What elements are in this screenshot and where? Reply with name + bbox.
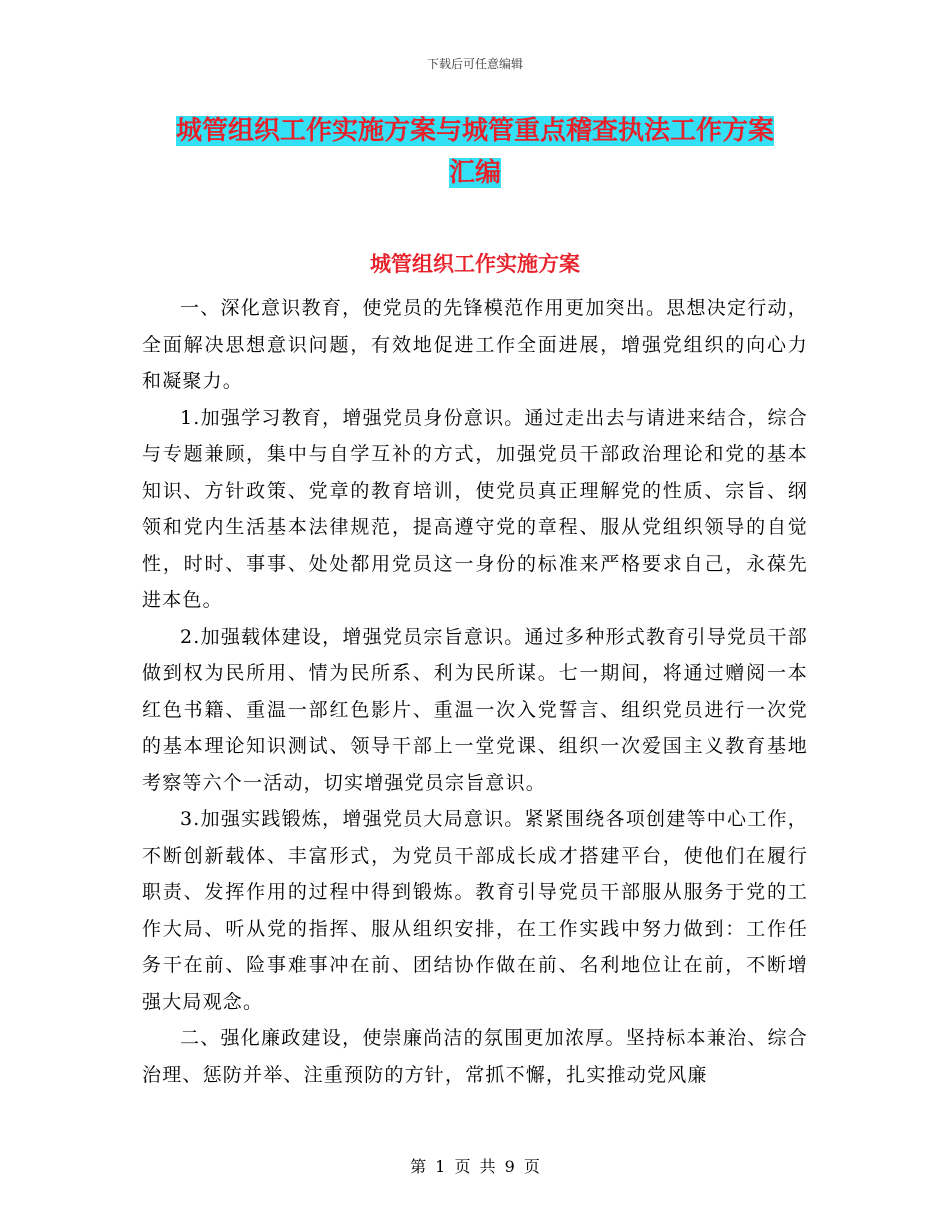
section-title: 城管组织工作实施方案: [370, 251, 580, 276]
document-body: [142, 290, 808, 1093]
main-title-line1: 城管组织工作实施方案与城管重点稽查执法工作方案: [175, 116, 774, 146]
paragraph: 二、强化廉政建设，使崇廉尚洁的氛围更加浓厚。坚持标本兼治、综合治理、惩防并举、注重预防的方针，常抓不懈，扎实推动党风廉: [142, 1027, 808, 1086]
paragraph: 1.加强学习教育，增强党员身份意识。通过走出去与请进来结合，综合与专题兼顾，集中与自学互补的方式，加强党员干部政治理论和党的基本知识、方针政策、党章的教育培训，使党员真正理解党的性质、宗旨、纲领和党内生活基本法律规范，提高遵守党的章程、服从党组织领导的自觉性，时时、事事、处处都用党员这一身份的标准来严格要求自己，永葆先进本色。: [142, 406, 808, 611]
paragraph: 一、深化意识教育，使党员的先锋模范作用更加突出。思想决定行动，全面解决思想意识问题，有效地促进工作全面进展，增强党组织的向心力和凝聚力。: [142, 297, 808, 392]
page-footer: 第 1 页 共 9 页: [410, 1157, 540, 1176]
paragraph: 3.加强实践锻炼，增强党员大局意识。紧紧围绕各项创建等中心工作，不断创新载体、丰富形式，为党员干部成长成才搭建平台，使他们在履行职责、发挥作用的过程中得到锻炼。教育引导党员干部服从服务于党的工作大局、听从党的指挥、服从组织安排，在工作实践中努力做到：工作任务干在前、险事难事冲在前、团结协作做在前、名利地位让在前，不断增强大局观念。: [142, 808, 808, 1013]
paragraph: 2.加强载体建设，增强党员宗旨意识。通过多种形式教育引导党员干部做到权为民所用、情为民所系、利为民所谋。七一期间，将通过赠阅一本红色书籍、重温一部红色影片、重温一次入党誓言、组织党员进行一次党的基本理论知识测试、领导干部上一堂党课、组织一次爱国主义教育基地考察等六个一活动，切实增强党员宗旨意识。: [142, 625, 808, 794]
main-title: [140, 110, 810, 194]
header-note: 下载后可任意编辑: [426, 57, 523, 71]
main-title-line2: 汇编: [448, 158, 501, 188]
